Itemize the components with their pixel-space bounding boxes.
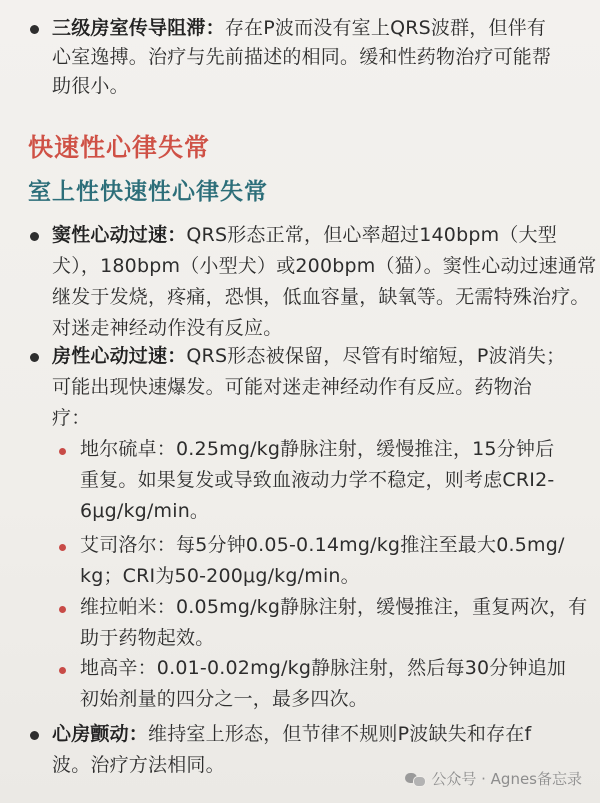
- bullet: [30, 731, 39, 740]
- term-label: 心房颤动：: [52, 723, 149, 745]
- sub-bullet: [59, 606, 66, 613]
- term-label: 窦性心动过速：: [52, 224, 187, 246]
- text-line: [52, 15, 546, 41]
- text-segment: QRS形态被保留，尽管有时缩短，P波消失；: [186, 345, 566, 367]
- bullet: [30, 232, 39, 241]
- text-line: 初始剂量的四分之一，最多四次。: [80, 688, 369, 710]
- watermark: [405, 768, 582, 789]
- term-label: 房性心动过速：: [52, 345, 187, 367]
- term-label: 三级房室传导阻滞：: [52, 17, 225, 39]
- text-segment: 存在P波而没有室上QRS波群，但伴有: [224, 17, 547, 39]
- text-line: 助很小。: [52, 75, 129, 97]
- bullet: [30, 353, 39, 362]
- text-line: 继发于发烧，疼痛，恐惧，低血容量，缺氧等。无需特殊治疗。: [52, 286, 590, 308]
- text-line: [52, 222, 557, 248]
- text-line: 心室逸搏。治疗与先前描述的相同。缓和性药物治疗可能帮: [52, 46, 552, 68]
- text-line: 地尔硫卓：0.25mg/kg静脉注射，缓慢推注，15分钟后: [80, 438, 555, 460]
- bullet: [30, 25, 39, 34]
- text-line: 波。治疗方法相同。: [52, 754, 225, 776]
- section-title: 快速性心律失常: [28, 133, 211, 162]
- sub-bullet: [59, 667, 66, 674]
- text-line: 疗：: [52, 407, 91, 429]
- text-line: 6μg/kg/min。: [80, 500, 210, 522]
- text-line: 艾司洛尔：每5分钟0.05-0.14mg/kg推注至最大0.5mg/: [80, 534, 565, 556]
- sub-bullet: [59, 448, 66, 455]
- text-line: 对迷走神经动作没有反应。: [52, 317, 283, 339]
- watermark-text: 公众号 · Agnes备忘录: [431, 770, 582, 788]
- text-line: 助于药物起效。: [80, 627, 215, 649]
- text-line: 维拉帕米：0.05mg/kg静脉注射，缓慢推注，重复两次，有: [80, 596, 588, 618]
- text-segment: QRS形态正常，但心率超过140bpm（大型: [186, 224, 557, 246]
- text-segment: 维持室上形态，但节律不规则P波缺失和存在f: [148, 723, 532, 745]
- text-line: [52, 721, 531, 747]
- subsection-title: 室上性快速性心律失常: [28, 179, 268, 205]
- text-line: 犬），180bpm（小型犬）或200bpm（猫）。窦性心动过速通常: [52, 255, 597, 277]
- text-line: 可能出现快速爆发。可能对迷走神经动作有反应。药物治: [52, 376, 533, 398]
- text-line: 重复。如果复发或导致血液动力学不稳定，则考虑CRI2-: [80, 469, 555, 491]
- sub-bullet: [59, 544, 66, 551]
- text-line: 地高辛：0.01-0.02mg/kg静脉注射，然后每30分钟追加: [80, 657, 567, 679]
- text-line: kg；CRI为50-200μg/kg/min。: [80, 565, 360, 587]
- text-line: [52, 343, 565, 369]
- wechat-icon: [405, 771, 425, 787]
